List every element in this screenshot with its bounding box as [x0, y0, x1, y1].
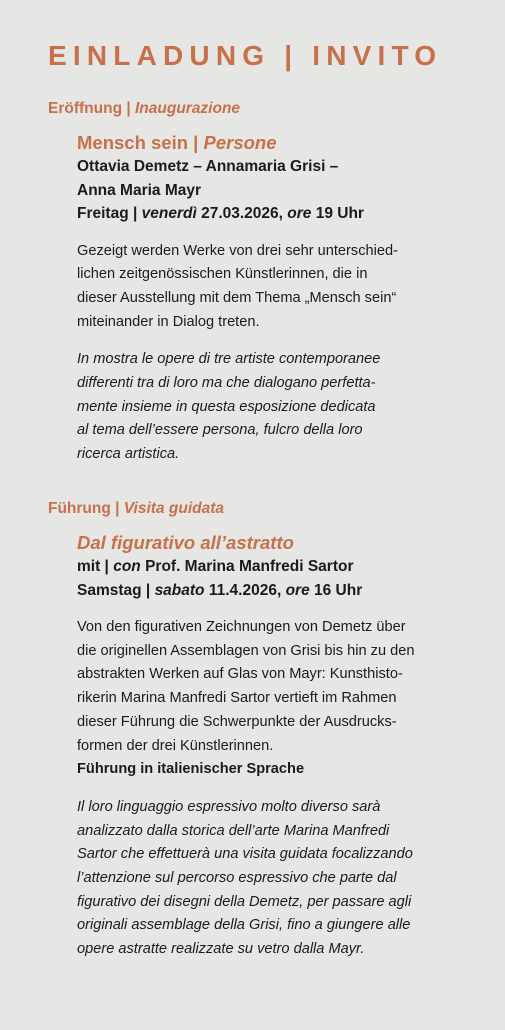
- tour-desc-it-line: Il loro linguaggio espressivo molto diverso sarà: [77, 798, 381, 815]
- tour-with-it: con: [113, 558, 141, 575]
- tour-date-de: Samstag |: [77, 581, 155, 599]
- opening-description-de: [77, 240, 477, 335]
- opening-section-label: [48, 100, 240, 118]
- tour-desc-de-line: dieser Führung die Schwerpunkte der Ausdrucks-: [77, 713, 397, 730]
- tour-date-num: 11.4.2026,: [204, 581, 286, 599]
- tour-label-it: Visita guidata: [123, 500, 224, 517]
- opening-desc-de-line: lichen zeitgenössischen Künstlerinnen, die in: [77, 266, 368, 283]
- tour-description-it: [77, 796, 477, 962]
- tour-desc-de-line: formen der drei Künstlerinnen.: [77, 737, 274, 754]
- opening-date-at-it: ore: [287, 205, 312, 222]
- tour-label-de: Führung |: [48, 500, 124, 517]
- opening-artists-line-1: Ottavia Demetz – Annamaria Grisi –: [77, 158, 339, 175]
- tour-desc-de-line: die originellen Assemblagen von Grisi bis hin zu den: [77, 642, 415, 659]
- opening-date-time: 19 Uhr: [311, 205, 364, 222]
- invitation-title: EINLADUNG | INVITO: [48, 40, 443, 71]
- tour-date-at-it: ore: [285, 581, 310, 599]
- tour-date-day-it: sabato: [154, 581, 205, 599]
- tour-desc-it-line: figurativo dei disegni della Demetz, per passare agli: [77, 893, 412, 910]
- opening-event-title: [77, 131, 477, 155]
- opening-event: [77, 131, 477, 467]
- tour-guide: [77, 555, 477, 579]
- opening-desc-it-line: In mostra le opere di tre artiste contemporanee: [77, 351, 381, 368]
- tour-desc-de-line: Von den figurativen Zeichnungen von Demetz über: [77, 619, 406, 635]
- opening-desc-de-line: Gezeigt werden Werke von drei sehr unterschied-: [77, 242, 398, 259]
- opening-date-day-it: venerdì: [141, 205, 197, 222]
- tour-date-time: 16 Uhr: [309, 581, 363, 599]
- opening-label-de: Eröffnung |: [48, 100, 135, 117]
- tour-desc-it-line: originali assemblage della Grisi, fino a giungere alle: [77, 917, 411, 934]
- tour-desc-it-line: opere astratte realizzate su vetro dalla Mayr.: [77, 941, 365, 958]
- opening-label-it: Inaugurazione: [134, 100, 241, 117]
- tour-with-de: mit |: [77, 558, 114, 575]
- opening-description-it: [77, 348, 477, 467]
- opening-title-de: Mensch sein |: [77, 132, 204, 153]
- opening-desc-it-line: ricerca artistica.: [77, 446, 180, 463]
- opening-desc-de-line: dieser Ausstellung mit dem Thema „Mensch sein“: [77, 289, 397, 306]
- opening-desc-it-line: differenti tra di loro ma che dialogano perfetta-: [77, 375, 376, 392]
- opening-title-it: Persone: [203, 132, 277, 153]
- tour-event: [77, 531, 477, 962]
- tour-section-label: [48, 500, 224, 518]
- tour-language-note: Führung in italienischer Sprache: [77, 761, 305, 778]
- tour-desc-it-line: analizzato dalla storica dell’arte Marina Manfredi: [77, 822, 390, 839]
- tour-desc-de-line: abstrakten Werken auf Glas von Mayr: Kunsthisto-: [77, 666, 403, 683]
- opening-desc-it-line: mente insieme in questa esposizione dedicata: [77, 398, 376, 415]
- tour-guide-name: Prof. Marina Manfredi Sartor: [140, 558, 354, 575]
- opening-desc-de-line: miteinander in Dialog treten.: [77, 313, 260, 330]
- tour-description-de: [77, 616, 477, 782]
- tour-desc-de-line: rikerin Marina Manfredi Sartor vertieft im Rahmen: [77, 690, 397, 707]
- tour-date: [77, 579, 477, 603]
- tour-desc-it-line: Sartor che effettuerà una visita guidata focalizzando: [77, 846, 413, 863]
- opening-date: [77, 202, 477, 226]
- opening-date-de: Freitag |: [77, 205, 142, 222]
- opening-artists-line-2: Anna Maria Mayr: [77, 181, 202, 199]
- opening-desc-it-line: al tema dell’essere persona, fulcro della loro: [77, 422, 363, 439]
- tour-desc-it-line: l’attenzione sul percorso espressivo che parte dal: [77, 870, 397, 887]
- tour-event-title: Dal figurativo all’astratto: [77, 532, 294, 553]
- opening-date-num: 27.03.2026,: [196, 205, 288, 222]
